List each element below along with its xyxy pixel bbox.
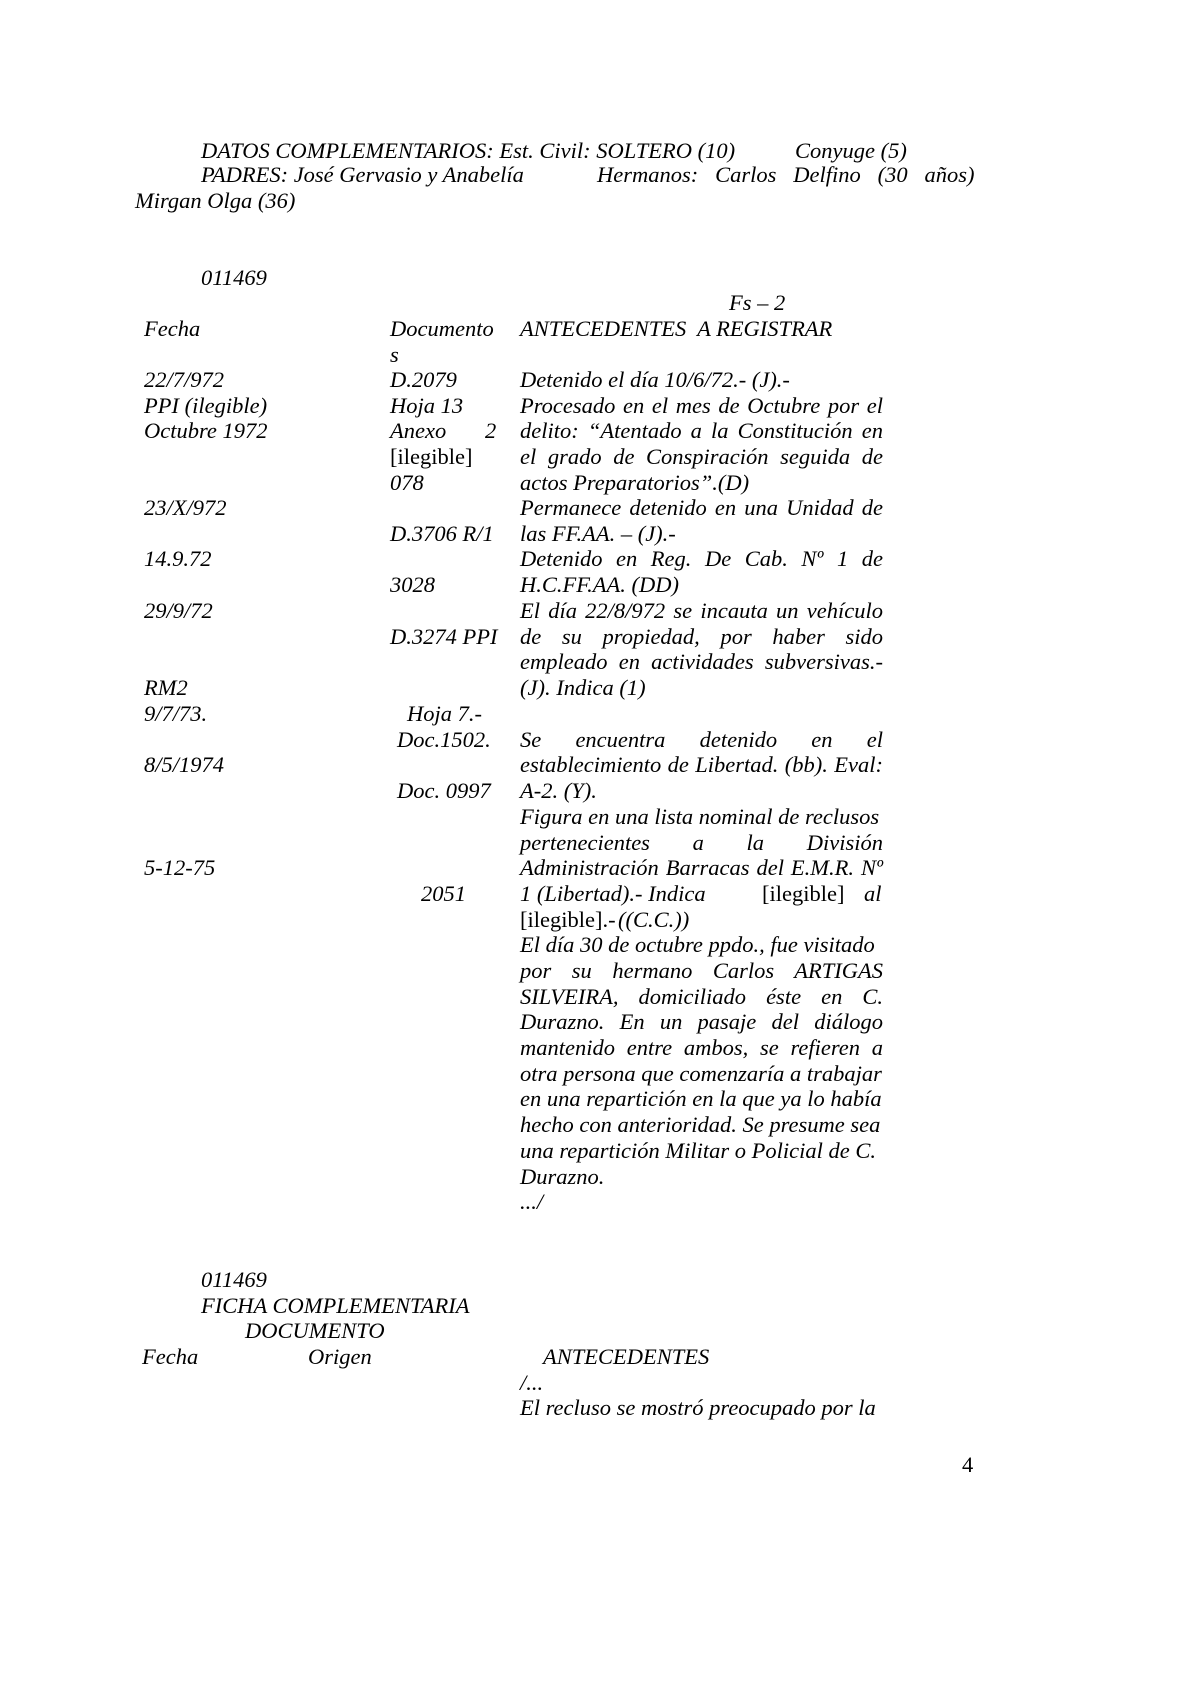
documento-entry: Hoja 13 (390, 393, 464, 418)
documento-entry: D.2079 (390, 367, 457, 392)
antecedente-line: por su hermano Carlos ARTIGAS (520, 958, 883, 983)
datos-complementarios-line: DATOS COMPLEMENTARIOS: Est. Civil: SOLTERO (10) (201, 138, 736, 163)
antecedente-line: el grado de Conspiración seguida de (520, 444, 883, 469)
documento-entry: D.3706 R/1 (390, 521, 494, 546)
documento-entry: Doc.1502. (397, 727, 491, 752)
column-header-fecha: Fecha (144, 316, 201, 341)
column-header-fecha-2: Fecha (142, 1344, 199, 1369)
antecedente-line: empleado en actividades subversivas.- (520, 649, 883, 674)
conyuge-text: Conyuge (5) (795, 138, 907, 163)
fecha-entry: 5-12-75 (144, 855, 216, 880)
antecedente-line: H.C.FF.AA. (DD) (520, 572, 679, 597)
antecedente-line: 1 (Libertad).- Indica (520, 881, 706, 906)
fecha-entry: 8/5/1974 (144, 752, 225, 777)
antecedente-line: establecimiento de Libertad. (bb). Eval: (520, 752, 883, 777)
column-header-origen: Origen (308, 1344, 372, 1369)
ficha-number: 011469 (201, 265, 267, 290)
column-header-documentos-wrap: s (390, 342, 399, 367)
antecedente-continuation: .../ (520, 1189, 544, 1214)
antecedente-line: Administración Barracas del E.M.R. Nº (520, 855, 883, 880)
fecha-entry: 9/7/73. (144, 701, 208, 726)
documento-entry: 078 (390, 470, 424, 495)
antecedente-line: en una repartición en la que ya lo había (520, 1086, 882, 1111)
column-header-antecedentes: ANTECEDENTES A REGISTRAR (520, 316, 833, 341)
documento-entry: 2051 (421, 881, 466, 906)
antecedente-line: Permanece detenido en una Unidad de (520, 495, 883, 520)
antecedente-line: hecho con anterioridad. Se presume sea (520, 1112, 881, 1137)
fecha-entry: 14.9.72 (144, 546, 212, 571)
antecedente-line: Detenido el día 10/6/72.- (J).- (520, 367, 790, 392)
antecedente-line: Procesado en el mes de Octubre por el (520, 393, 883, 418)
antecedente-line: actos Preparatorios”.(D) (520, 470, 750, 495)
antecedente-line: A-2. (Y). (520, 778, 597, 803)
antecedente-line: El día 30 de octubre ppdo., fue visitado (520, 932, 875, 957)
antecedente-line: Figura en una lista nominal de reclusos (520, 804, 880, 829)
fecha-entry: 22/7/972 (144, 367, 225, 392)
fecha-entry: RM2 (144, 675, 188, 700)
antecedente-line: El día 22/8/972 se incauta un vehículo (520, 598, 883, 623)
antecedente-line: una repartición Militar o Policial de C. (520, 1138, 877, 1163)
antecedente-line: de su propiedad, por haber sido (520, 624, 883, 649)
padres-text: PADRES: José Gervasio y Anabelía (201, 162, 524, 187)
antecedente-line: Se encuentra detenido en el (520, 727, 883, 752)
fecha-entry: PPI (ilegible) (144, 393, 268, 418)
documento-entry: Anexo (390, 418, 447, 443)
column-header-antecedentes-2: ANTECEDENTES (543, 1344, 710, 1369)
antecedente-line: Durazno. En un pasaje del diálogo (520, 1009, 883, 1034)
antecedente-illegible: [ilegible].- (520, 907, 616, 932)
hermanos-text: Hermanos: Carlos Delfino (30 años) (597, 162, 975, 187)
column-header-documentos: Documento (390, 316, 494, 341)
antecedente-line: El recluso se mostró preocupado por la (520, 1395, 876, 1420)
antecedente-line: pertenecientes a la División (520, 830, 883, 855)
antecedente-line: otra persona que comenzaría a trabajar (520, 1061, 882, 1086)
antecedente-line: al (864, 881, 882, 906)
documento-entry: Doc. 0997 (397, 778, 491, 803)
documento-header: DOCUMENTO (245, 1318, 385, 1343)
antecedente-line: mantenido entre ambos, se refieren a (520, 1035, 883, 1060)
antecedente-line: Detenido en Reg. De Cab. Nº 1 de (520, 546, 883, 571)
antecedente-line: Durazno. (520, 1164, 605, 1189)
antecedente-line: (J). Indica (1) (520, 675, 646, 700)
ficha-number-2: 011469 (201, 1267, 267, 1292)
documento-entry: 2 (485, 418, 497, 443)
fecha-entry: 29/9/72 (144, 598, 213, 623)
fecha-entry: 23/X/972 (144, 495, 227, 520)
ficha-complementaria-title: FICHA COMPLEMENTARIA (201, 1293, 470, 1318)
documento-entry: 3028 (390, 572, 435, 597)
continuation-marker: /... (520, 1370, 544, 1395)
documento-entry: Hoja 7.- (407, 701, 482, 726)
antecedente-illegible: [ilegible] (762, 881, 845, 906)
documento-entry-illegible: [ilegible] (390, 444, 473, 469)
antecedente-line: ((C.C.)) (618, 907, 690, 932)
antecedente-line: delito: “Atentado a la Constitución en (520, 418, 883, 443)
page-number: 4 (962, 1452, 974, 1477)
documento-entry: D.3274 PPI (390, 624, 498, 649)
antecedente-line: SILVEIRA, domiciliado éste en C. (520, 984, 883, 1009)
fecha-entry: Octubre 1972 (144, 418, 268, 443)
folio-label: Fs – 2 (729, 290, 786, 315)
hermanos-continuation: Mirgan Olga (36) (135, 188, 296, 213)
antecedente-line: las FF.AA. – (J).- (520, 521, 676, 546)
